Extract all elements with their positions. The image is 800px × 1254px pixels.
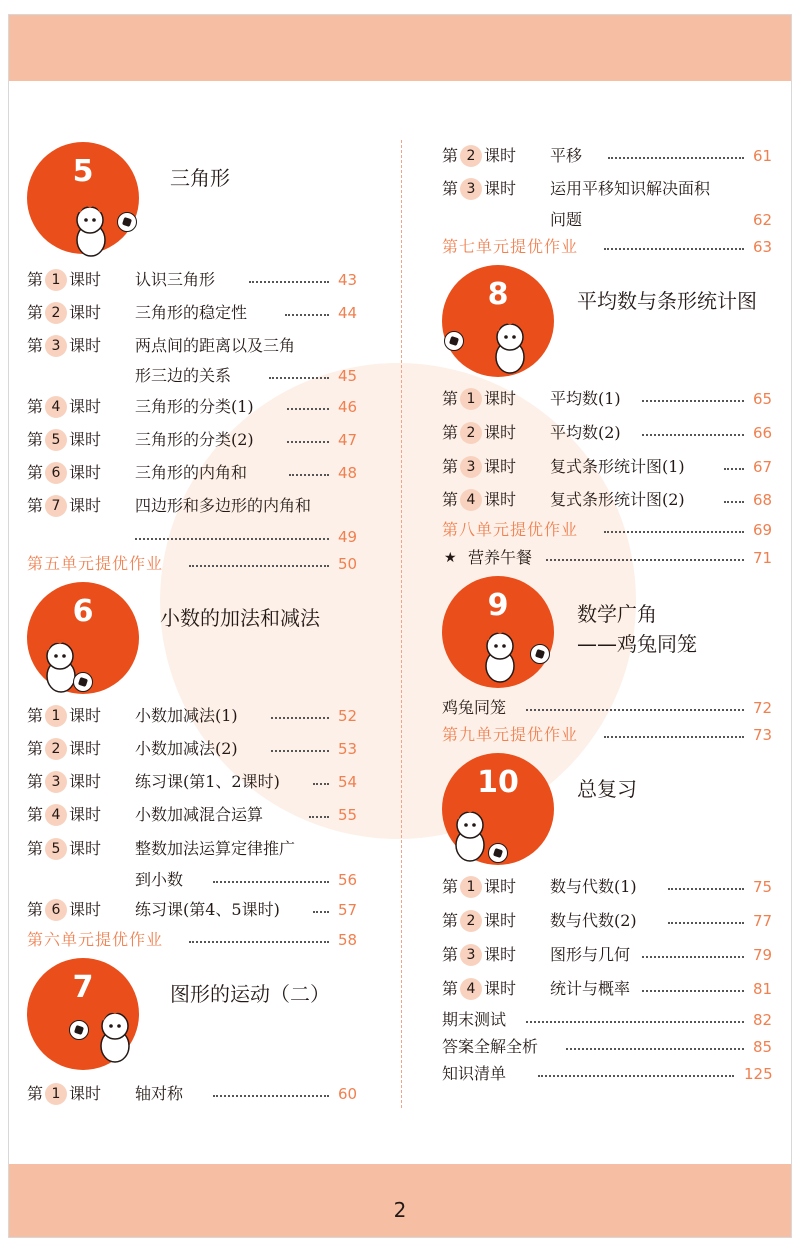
entry-page: 77 bbox=[753, 912, 773, 930]
toc-unit-homework[interactable] bbox=[442, 723, 774, 747]
entry-title: 知识清单 bbox=[442, 1064, 507, 1083]
toc-entry[interactable] bbox=[442, 1035, 774, 1059]
entry-title: 第七单元提优作业 bbox=[442, 237, 579, 256]
soccer-ball-icon bbox=[73, 672, 93, 692]
entry-title: 平均数(2) bbox=[550, 423, 621, 442]
unit-9-circle bbox=[442, 576, 554, 688]
toc-entry[interactable]: 第 7 课时 四边形和多边形的内角和 bbox=[27, 494, 359, 518]
toc-entry[interactable] bbox=[442, 1062, 774, 1086]
entry-page: 125 bbox=[744, 1065, 773, 1083]
entry-page: 75 bbox=[753, 878, 773, 896]
toc-entry[interactable]: 第 1 课时 轴对称 60 bbox=[27, 1082, 359, 1106]
leader-dots bbox=[566, 1035, 744, 1059]
leader-dots bbox=[271, 737, 329, 761]
entry-page: 48 bbox=[338, 464, 358, 482]
leader-dots bbox=[213, 1082, 329, 1106]
toc-entry[interactable]: 第 4 课时 小数加减混合运算 55 bbox=[27, 803, 359, 827]
toc-entry[interactable]: 第 3 课时 复式条形统计图(1) 67 bbox=[442, 455, 774, 479]
leader-dots bbox=[313, 770, 329, 794]
leader-dots bbox=[526, 1008, 744, 1032]
unit-number: 10 bbox=[477, 765, 519, 800]
leader-dots bbox=[309, 803, 329, 827]
entry-title: 两点间的距离以及三角 bbox=[135, 336, 296, 355]
toc-unit-homework[interactable] bbox=[27, 552, 359, 576]
unit-title: 平均数与条形统计图 bbox=[577, 289, 757, 313]
entry-page: 61 bbox=[753, 147, 773, 165]
entry-page: 55 bbox=[338, 806, 358, 824]
entry-page: 49 bbox=[338, 528, 358, 546]
entry-title: 营养午餐 bbox=[468, 548, 533, 567]
mascot-icon bbox=[63, 198, 123, 258]
unit-number: 7 bbox=[72, 970, 94, 1005]
toc-unit-homework[interactable] bbox=[442, 518, 774, 542]
unit-7-circle bbox=[27, 958, 139, 1070]
entry-title: 三角形的分类(1) bbox=[135, 397, 254, 416]
entry-title: 练习课(第1、2课时) bbox=[135, 772, 280, 791]
leader-dots bbox=[604, 518, 744, 542]
toc-entry[interactable] bbox=[442, 696, 774, 720]
soccer-ball-icon bbox=[444, 331, 464, 351]
entry-title: 图形与几何 bbox=[550, 945, 631, 964]
entry-title: 三角形的内角和 bbox=[135, 463, 248, 482]
leader-dots bbox=[287, 395, 329, 419]
entry-title: 运用平移知识解决面积 bbox=[550, 179, 711, 198]
entry-page: 58 bbox=[338, 931, 358, 949]
entry-title: 小数加减法(2) bbox=[135, 739, 238, 758]
entry-title: 到小数 bbox=[135, 870, 184, 889]
leader-dots bbox=[604, 235, 744, 259]
entry-title: 平移 bbox=[550, 146, 583, 165]
toc-entry[interactable]: 第 1 课时 认识三角形 43 bbox=[27, 268, 359, 292]
entry-page: 63 bbox=[753, 238, 773, 256]
leader-dots bbox=[285, 301, 329, 325]
entry-title: 三角形的分类(2) bbox=[135, 430, 254, 449]
page-number: 2 bbox=[393, 1198, 407, 1222]
leader-dots bbox=[249, 268, 329, 292]
entry-page: 54 bbox=[338, 773, 358, 791]
toc-unit-homework[interactable] bbox=[442, 235, 774, 259]
entry-page: 43 bbox=[338, 271, 358, 289]
entry-page: 53 bbox=[338, 740, 358, 758]
toc-entry[interactable]: 第 2 课时 平移 61 bbox=[442, 144, 774, 168]
entry-title: 复式条形统计图(2) bbox=[550, 490, 685, 509]
column-divider bbox=[401, 140, 402, 1108]
entry-page: 65 bbox=[753, 390, 773, 408]
toc-entry[interactable]: 第 6 课时 练习课(第4、5课时) 57 bbox=[27, 898, 359, 922]
unit-title: 总复习 bbox=[577, 777, 637, 801]
toc-entry[interactable]: 第 2 课时 三角形的稳定性 44 bbox=[27, 301, 359, 325]
soccer-ball-icon bbox=[530, 644, 550, 664]
unit-number: 6 bbox=[72, 594, 94, 629]
leader-dots bbox=[546, 546, 744, 570]
soccer-ball-icon bbox=[117, 212, 137, 232]
entry-page: 56 bbox=[338, 871, 358, 889]
entry-page: 52 bbox=[338, 707, 358, 725]
soccer-ball-icon bbox=[69, 1020, 89, 1040]
entry-page: 57 bbox=[338, 901, 358, 919]
toc-extra-entry[interactable] bbox=[442, 546, 774, 570]
leader-dots bbox=[135, 525, 329, 549]
leader-dots bbox=[526, 696, 744, 720]
toc-entry[interactable]: 第 1 课时 小数加减法(1) 52 bbox=[27, 704, 359, 728]
leader-dots bbox=[287, 428, 329, 452]
unit-title: 图形的运动（二） bbox=[170, 982, 330, 1006]
toc-entry[interactable]: 第 3 课时 图形与几何 79 bbox=[442, 943, 774, 967]
entry-page: 45 bbox=[338, 367, 358, 385]
unit-number: 8 bbox=[487, 277, 509, 312]
entry-title: 整数加法运算定律推广 bbox=[135, 839, 296, 858]
entry-title: 答案全解全析 bbox=[442, 1037, 539, 1056]
entry-page: 71 bbox=[753, 549, 773, 567]
leader-dots bbox=[642, 977, 744, 1001]
entry-page: 50 bbox=[338, 555, 358, 573]
entry-title: 第六单元提优作业 bbox=[27, 930, 164, 949]
toc-entry[interactable]: 第 4 课时 复式条形统计图(2) 68 bbox=[442, 488, 774, 512]
unit-title: 三角形 bbox=[170, 166, 230, 190]
entry-page: 67 bbox=[753, 458, 773, 476]
toc-entry[interactable]: 第 5 课时 三角形的分类(2) 47 bbox=[27, 428, 359, 452]
entry-page: 72 bbox=[753, 699, 773, 717]
entry-page: 66 bbox=[753, 424, 773, 442]
entry-title: 数与代数(2) bbox=[550, 911, 637, 930]
toc-entry[interactable]: 第 3 课时 运用平移知识解决面积 bbox=[442, 177, 774, 201]
entry-title: 四边形和多边形的内角和 bbox=[135, 496, 312, 515]
leader-dots bbox=[642, 421, 744, 445]
unit-title: 数学广角 bbox=[577, 602, 657, 626]
entry-page: 62 bbox=[753, 211, 773, 229]
toc-entry[interactable]: 第 1 课时 平均数(1) 65 bbox=[442, 387, 774, 411]
unit-subtitle: ——鸡兔同笼 bbox=[577, 632, 697, 656]
entry-page: 68 bbox=[753, 491, 773, 509]
leader-dots bbox=[269, 364, 329, 388]
leader-dots bbox=[724, 488, 744, 512]
toc-entry[interactable]: 第 3 课时 两点间的距离以及三角 bbox=[27, 334, 359, 358]
mascot-icon bbox=[89, 1006, 149, 1066]
leader-dots bbox=[313, 898, 329, 922]
toc-entry[interactable]: 第 1 课时 数与代数(1) 75 bbox=[442, 875, 774, 899]
entry-title: 练习课(第4、5课时) bbox=[135, 900, 280, 919]
leader-dots bbox=[642, 387, 744, 411]
entry-page: 47 bbox=[338, 431, 358, 449]
entry-title: 小数加减混合运算 bbox=[135, 805, 264, 824]
leader-dots bbox=[642, 943, 744, 967]
leader-dots bbox=[668, 909, 744, 933]
mascot-icon bbox=[482, 315, 542, 375]
unit-title: 小数的加法和减法 bbox=[160, 606, 320, 630]
toc-unit-homework[interactable] bbox=[27, 928, 359, 952]
leader-dots bbox=[189, 552, 329, 576]
toc-entry-continued[interactable] bbox=[27, 364, 359, 388]
toc-entry[interactable]: 第 2 课时 小数加减法(2) 53 bbox=[27, 737, 359, 761]
entry-title: 三角形的稳定性 bbox=[135, 303, 248, 322]
entry-page: 46 bbox=[338, 398, 358, 416]
unit-5-circle bbox=[27, 142, 139, 254]
soccer-ball-icon bbox=[488, 843, 508, 863]
entry-page: 82 bbox=[753, 1011, 773, 1029]
entry-page: 69 bbox=[753, 521, 773, 539]
entry-title: 认识三角形 bbox=[135, 270, 216, 289]
toc-entry[interactable]: 第 2 课时 平均数(2) 66 bbox=[442, 421, 774, 445]
leader-dots bbox=[668, 875, 744, 899]
entry-title: 统计与概率 bbox=[550, 979, 631, 998]
unit-number: 9 bbox=[487, 588, 509, 623]
toc-entry[interactable]: 第 4 课时 统计与概率 81 bbox=[442, 977, 774, 1001]
toc-entry[interactable]: 第 2 课时 数与代数(2) 77 bbox=[442, 909, 774, 933]
toc-entry-continued[interactable] bbox=[27, 868, 359, 892]
unit-8-circle bbox=[442, 265, 554, 377]
star-icon: ★ bbox=[444, 550, 457, 566]
entry-title: 期末测试 bbox=[442, 1010, 507, 1029]
leader-dots bbox=[604, 723, 744, 747]
toc-entry[interactable]: 第 3 课时 练习课(第1、2课时) 54 bbox=[27, 770, 359, 794]
toc-entry-continued[interactable] bbox=[442, 208, 774, 232]
entry-title: 鸡兔同笼 bbox=[442, 698, 507, 717]
toc-entry-continued[interactable] bbox=[27, 525, 359, 549]
entry-title: 问题 bbox=[550, 210, 583, 229]
mascot-icon bbox=[472, 624, 532, 684]
entry-page: 44 bbox=[338, 304, 358, 322]
toc-entry[interactable] bbox=[442, 1008, 774, 1032]
leader-dots bbox=[608, 144, 744, 168]
unit-number: 5 bbox=[72, 154, 94, 189]
leader-dots bbox=[189, 928, 329, 952]
entry-title: 第八单元提优作业 bbox=[442, 520, 579, 539]
entry-page: 60 bbox=[338, 1085, 358, 1103]
entry-title: 数与代数(1) bbox=[550, 877, 637, 896]
toc-entry[interactable]: 第 4 课时 三角形的分类(1) 46 bbox=[27, 395, 359, 419]
leader-dots bbox=[271, 704, 329, 728]
entry-page: 85 bbox=[753, 1038, 773, 1056]
toc-entry[interactable]: 第 5 课时 整数加法运算定律推广 bbox=[27, 837, 359, 861]
entry-title: 第五单元提优作业 bbox=[27, 554, 164, 573]
entry-page: 81 bbox=[753, 980, 773, 998]
header-band bbox=[9, 15, 791, 81]
entry-title: 第九单元提优作业 bbox=[442, 725, 579, 744]
entry-title: 轴对称 bbox=[135, 1084, 184, 1103]
toc-entry[interactable]: 第 6 课时 三角形的内角和 48 bbox=[27, 461, 359, 485]
entry-title: 形三边的关系 bbox=[135, 366, 232, 385]
entry-title: 平均数(1) bbox=[550, 389, 621, 408]
leader-dots bbox=[213, 868, 329, 892]
entry-title: 小数加减法(1) bbox=[135, 706, 238, 725]
leader-dots bbox=[538, 1062, 734, 1086]
leader-dots bbox=[724, 455, 744, 479]
entry-page: 73 bbox=[753, 726, 773, 744]
entry-page: 79 bbox=[753, 946, 773, 964]
leader-dots bbox=[289, 461, 329, 485]
entry-title: 复式条形统计图(1) bbox=[550, 457, 685, 476]
